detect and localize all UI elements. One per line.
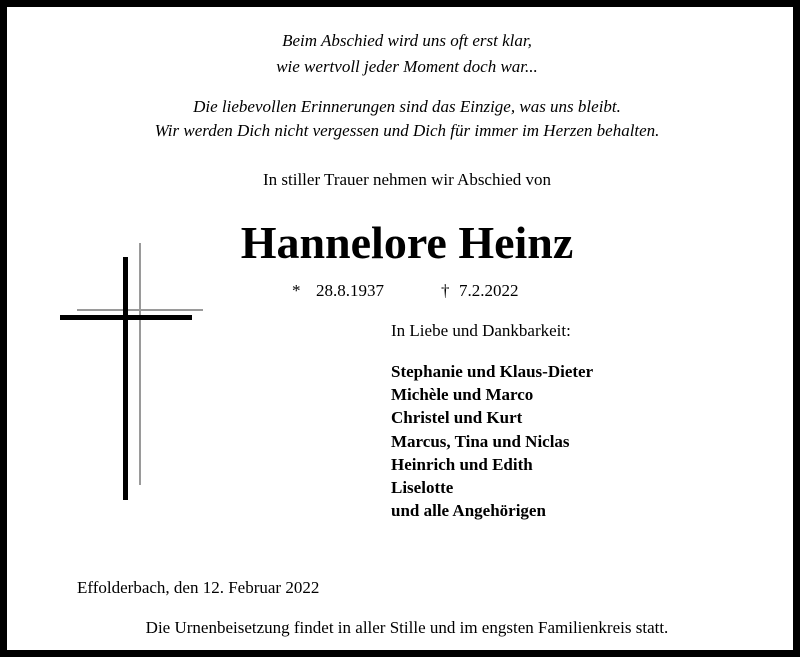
cross-light-horizontal	[77, 309, 203, 311]
cross-dark-vertical	[123, 257, 128, 500]
poem-line-4: Wir werden Dich nicht vergessen und Dich für immer im Herzen behalten.	[154, 121, 660, 140]
poem-line-2: wie wertvoll jeder Moment doch war...	[276, 57, 538, 76]
intro-text: In stiller Trauer nehmen wir Abschied von	[262, 170, 551, 189]
poem-line-3: Die liebevollen Erinnerungen sind das Einzige, was uns bleibt.	[193, 97, 621, 116]
death-symbol: †	[441, 281, 450, 300]
mourner-1: Stephanie und Klaus-Dieter	[391, 362, 594, 381]
cross-light-vertical	[139, 243, 141, 485]
burial-note: Die Urnenbeisetzung findet in aller Stille und im engsten Familienkreis statt.	[145, 618, 669, 637]
mourner-3: Christel und Kurt	[391, 408, 523, 427]
poem-line-1: Beim Abschied wird uns oft erst klar,	[282, 31, 532, 50]
deceased-name: Hannelore Heinz	[240, 217, 574, 268]
thanks-line: In Liebe und Dankbarkeit:	[391, 321, 571, 340]
birth-date: 28.8.1937	[316, 281, 384, 300]
mourner-6: Liselotte	[391, 478, 454, 497]
birth-symbol: *	[292, 281, 301, 300]
place-date: Effolderbach, den 12. Februar 2022	[77, 578, 320, 597]
mourner-7: und alle Angehörigen	[391, 501, 546, 520]
death-date: 7.2.2022	[459, 281, 519, 300]
mourner-5: Heinrich und Edith	[391, 455, 533, 474]
mourner-4: Marcus, Tina und Niclas	[391, 432, 570, 451]
mourner-2: Michèle und Marco	[391, 385, 534, 404]
cross-dark-horizontal	[60, 315, 192, 320]
